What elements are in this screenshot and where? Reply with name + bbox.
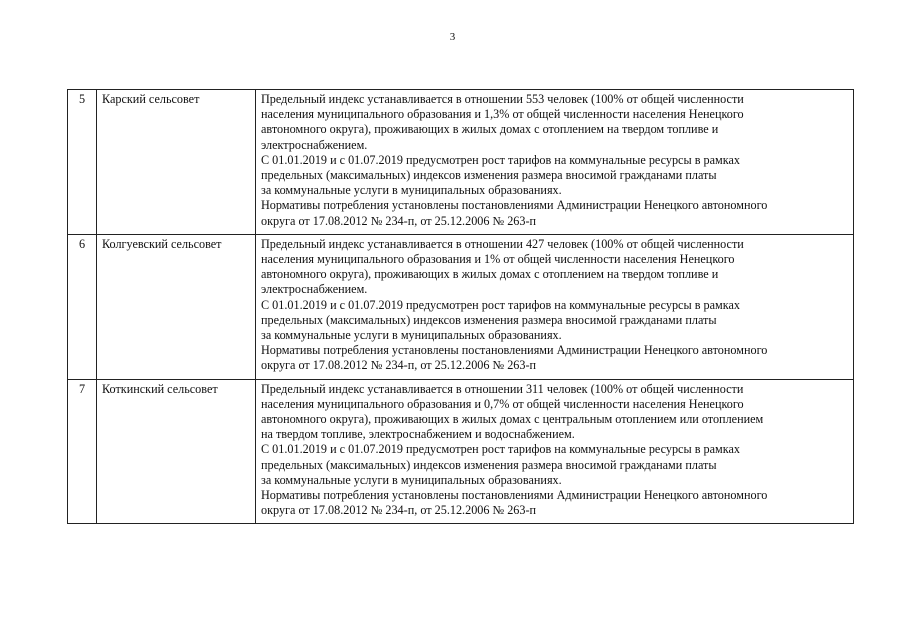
row-number: 6: [68, 234, 97, 379]
table-row: [68, 234, 854, 379]
settlement-description: Предельный индекс устанавливается в отношении 553 человек (100% от общей численности населения муниципального образования и 1,3% от общей численности населения Ненецкого автономного округа), проживающих в жилых домах с отоплением на твердом топливе и электроснабжением. С 01.01.2019 и с 01.07.2019 предусмотрен рост тарифов на коммунальные ресурсы в рамках предельных (максимальных) индексов изменения размера вносимой гражданами платы за коммунальные услуги в муниципальных образованиях. Нормативы потребления установлены постановлениями Администрации Ненецкого автономного округа от 17.08.2012 № 234-п, от 25.12.2006 № 263-п: [256, 90, 854, 235]
settlement-name: Карский сельсовет: [97, 90, 256, 235]
row-number: 7: [68, 379, 97, 524]
settlement-name: Колгуевский сельсовет: [97, 234, 256, 379]
table-row: [68, 379, 854, 524]
settlement-name: Коткинский сельсовет: [97, 379, 256, 524]
settlement-table: [67, 89, 854, 524]
row-number: 5: [68, 90, 97, 235]
settlement-description: Предельный индекс устанавливается в отношении 427 человек (100% от общей численности населения муниципального образования и 1% от общей численности населения Ненецкого автономного округа), проживающих в жилых домах с отоплением на твердом топливе и электроснабжением. С 01.01.2019 и с 01.07.2019 предусмотрен рост тарифов на коммунальные ресурсы в рамках предельных (максимальных) индексов изменения размера вносимой гражданами платы за коммунальные услуги в муниципальных образованиях. Нормативы потребления установлены постановлениями Администрации Ненецкого автономного округа от 17.08.2012 № 234-п, от 25.12.2006 № 263-п: [256, 234, 854, 379]
settlement-description: Предельный индекс устанавливается в отношении 311 человек (100% от общей численности населения муниципального образования и 0,7% от общей численности населения Ненецкого автономного округа), проживающих в жилых домах с центральным отоплением или отоплением на твердом топливе, электроснабжением и водоснабжением. С 01.01.2019 и с 01.07.2019 предусмотрен рост тарифов на коммунальные ресурсы в рамках предельных (максимальных) индексов изменения размера вносимой гражданами платы за коммунальные услуги в муниципальных образованиях. Нормативы потребления установлены постановлениями Администрации Ненецкого автономного округа от 17.08.2012 № 234-п, от 25.12.2006 № 263-п: [256, 379, 854, 524]
table-row: [68, 90, 854, 235]
page-number: 3: [449, 31, 456, 43]
